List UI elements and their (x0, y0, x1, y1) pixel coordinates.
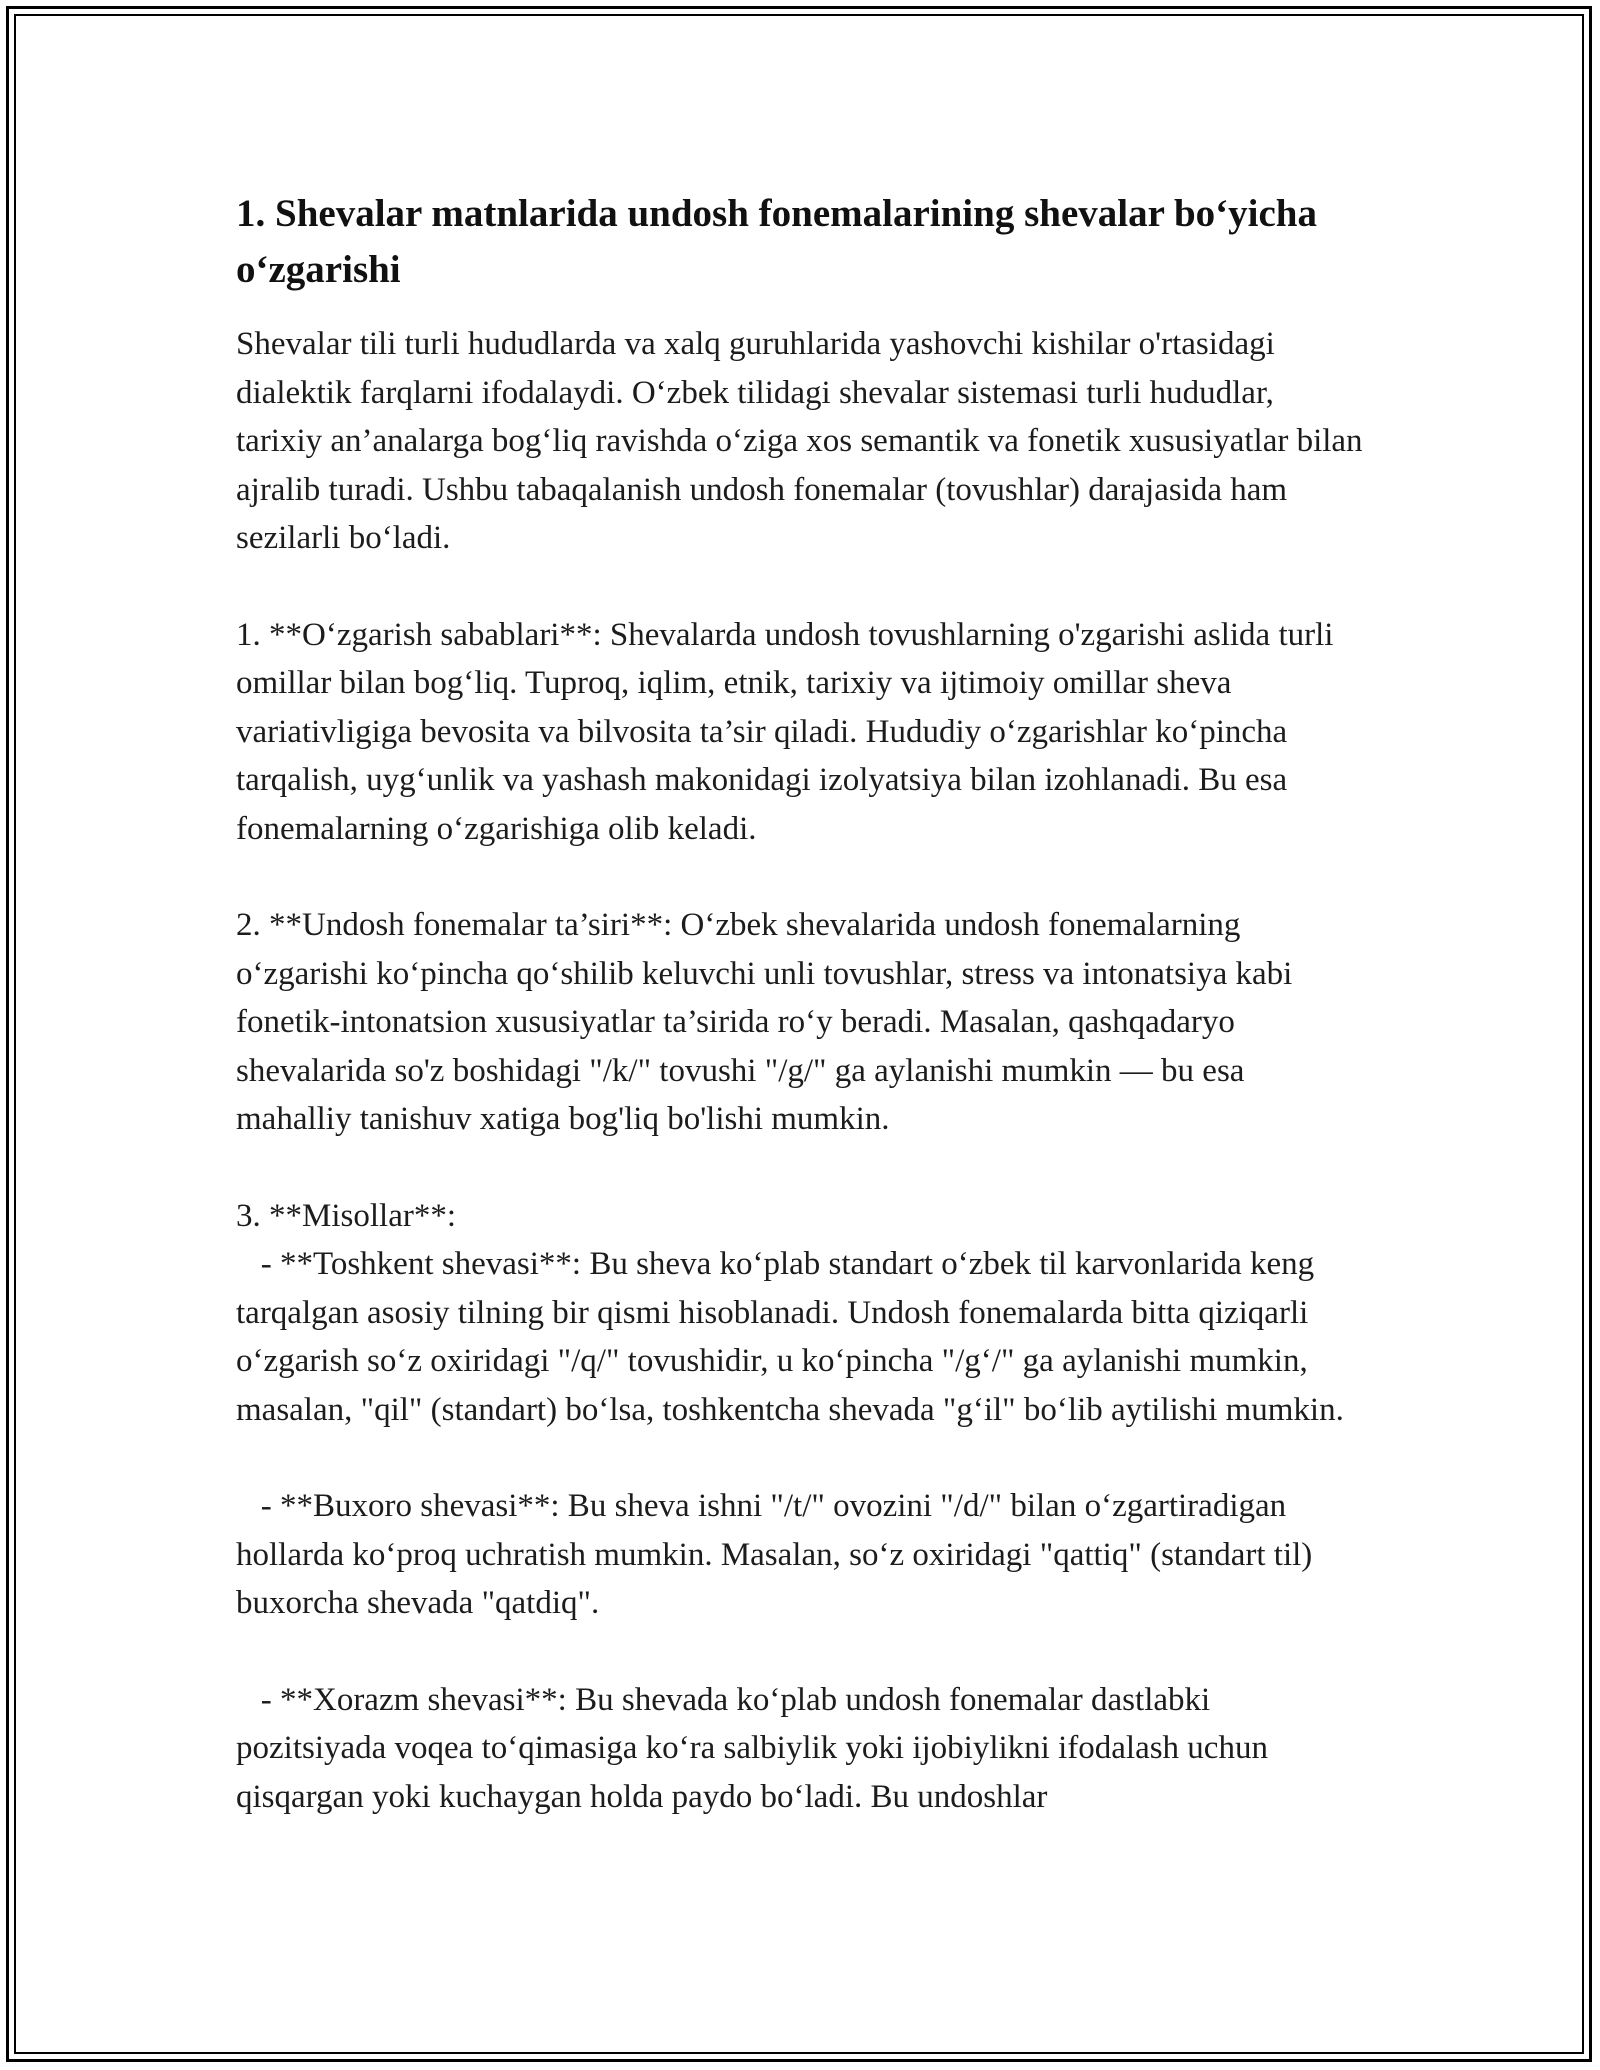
paragraph-tashkent-dialect: - **Toshkent shevasi**: Bu sheva ko‘plab standart o‘zbek til karvonlarida keng tarqalgan asosiy tilning bir qismi hisoblanadi. Undosh fonemalarda bitta qiziqarli o‘zgarish so‘z oxiridagi "/q/" tovushidir, u ko‘pincha "/g‘/" ga aylanishi mumkin, masalan, "qil" (standart) bo‘lsa, toshkentcha shevada "g‘il" bo‘lib aytilishi mumkin. (236, 1246, 1344, 1428)
intro-paragraph: Shevalar tili turli hududlarda va xalq guruhlarida yashovchi kishilar o'rtasidagi dialektik farqlarni ifodalaydi. O‘zbek tilidagi shevalar sistemasi turli hududlar, tarixiy an’analarga bog‘liq ravishda o‘ziga xos semantik va fonetik xususiyatlar bilan ajralib turadi. Ushbu tabaqalanish undosh fonemalar (tovushlar) darajasida ham sezilarli bo‘ladi. (236, 326, 1371, 556)
paragraph-bukhara-dialect: - **Buxoro shevasi**: Bu sheva ishni "/t/" ovozini "/d/" bilan o‘zgartiradigan hollarda ko‘proq uchratish mumkin. Masalan, so‘z oxiridagi "qattiq" (standart til) buxorcha shevada "qatdiq". (236, 1488, 1321, 1621)
paragraph-khorezm-dialect: - **Xorazm shevasi**: Bu shevada ko‘plab undosh fonemalar dastlabki pozitsiyada voqea to‘qimasiga ko‘ra salbiylik yoki ijobiylikni ifodalash uchun qisqargan yoki kuchaygan holda paydo bo‘ladi. Bu undoshlar (236, 1681, 1277, 1815)
paragraph-examples-heading: 3. **Misollar**: (236, 1197, 456, 1234)
document-body (236, 186, 1371, 1821)
paragraph-consonant-influence: 2. **Undosh fonemalar ta’siri**: O‘zbek shevalarida undosh fonemalarning o‘zgarishi ko‘pincha qo‘shilib keluvchi unli tovushlar, stress va intonatsiya kabi fonetik-intonatsion xususiyatlar ta’sirida ro‘y beradi. Masalan, qashqadaryo shevalarida so'z boshidagi "/k/" tovushi "/g/" ga aylanishi mumkin — bu esa mahalliy tanishuv xatiga bog'liq bo'lishi mumkin. (236, 907, 1301, 1137)
paragraph-change-reasons: 1. **O‘zgarish sabablari**: Shevalarda undosh tovushlarning o'zgarishi aslida turli omillar bilan bog‘liq. Tuproq, iqlim, etnik, tarixiy va ijtimoiy omillar sheva variativligiga bevosita va bilvosita ta’sir qiladi. Hududiy o‘zgarishlar ko‘pincha tarqalish, uyg‘unlik va yashash makonidagi izolyatsiya bilan izohlanadi. Bu esa fonemalarning o‘zgarishiga olib keladi. (236, 616, 1342, 847)
section-heading: 1. Shevalar matnlarida undosh fonemalarining shevalar bo‘yicha o‘zgarishi (236, 192, 1317, 291)
